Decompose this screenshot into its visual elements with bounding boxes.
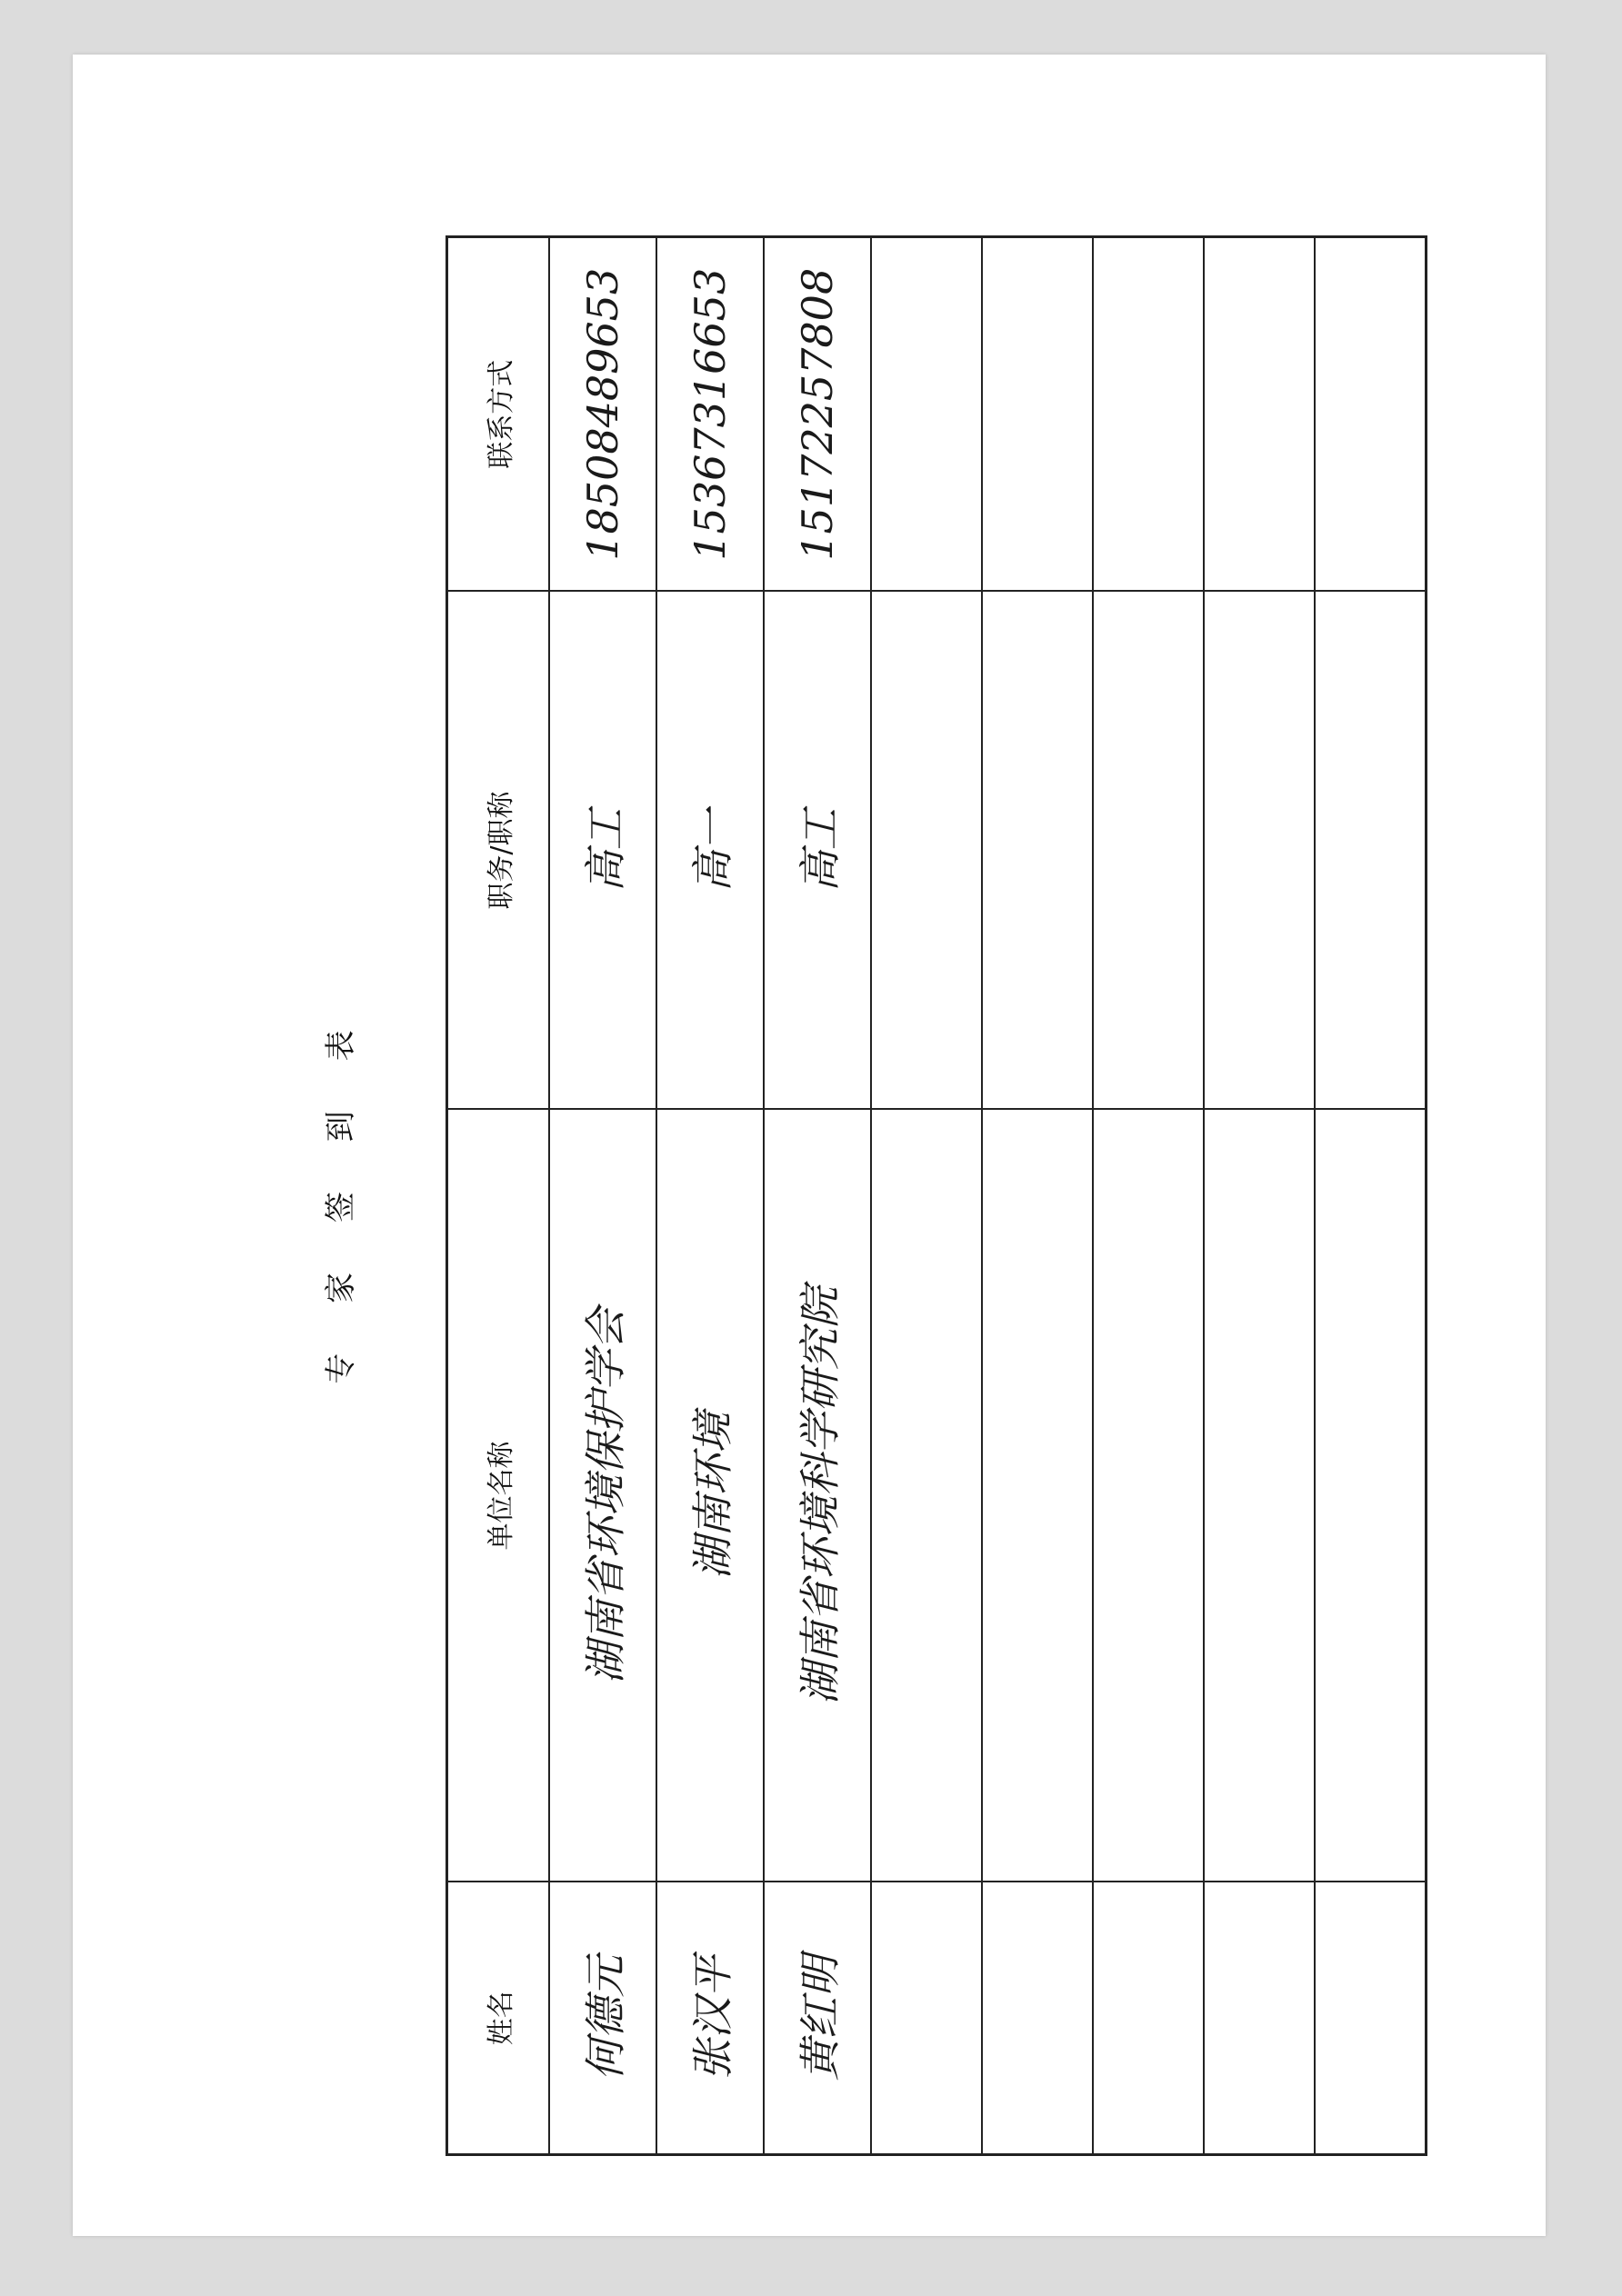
cell-name: 张汉平 [656,1882,764,2155]
cell-title: 高工 [549,592,656,1110]
blank-row [1315,237,1427,2155]
blank-row [871,237,982,2155]
document-title: 专 家 签 到 表 [323,1010,359,1384]
cell-contact: 18508489653 [549,237,656,592]
header-row [447,237,550,2155]
sign-in-table [446,235,1427,2156]
header-org: 单位名称 [447,1110,550,1882]
cell-contact: 15172257808 [764,237,871,592]
cell-name: 黄红明 [764,1882,871,2155]
cell-title: 高工 [764,592,871,1110]
blank-row [1093,237,1204,2155]
cell-org: 湖南省环境科学研究院 [764,1110,871,1882]
table-row [656,237,764,2155]
header-name: 姓名 [447,1882,550,2155]
blank-row [1204,237,1315,2155]
cell-title: 高一 [656,592,764,1110]
rotated-sheet [309,238,1291,2156]
blank-row [982,237,1093,2155]
cell-org: 湖南环境 [656,1110,764,1882]
table-row [764,237,871,2155]
header-title: 职务/职称 [447,592,550,1110]
header-contact: 联系方式 [447,237,550,592]
table-row [549,237,656,2155]
cell-org: 湖南省环境保护学会 [549,1110,656,1882]
cell-contact: 15367316653 [656,237,764,592]
cell-name: 何德元 [549,1882,656,2155]
scanned-page [73,55,1546,2236]
